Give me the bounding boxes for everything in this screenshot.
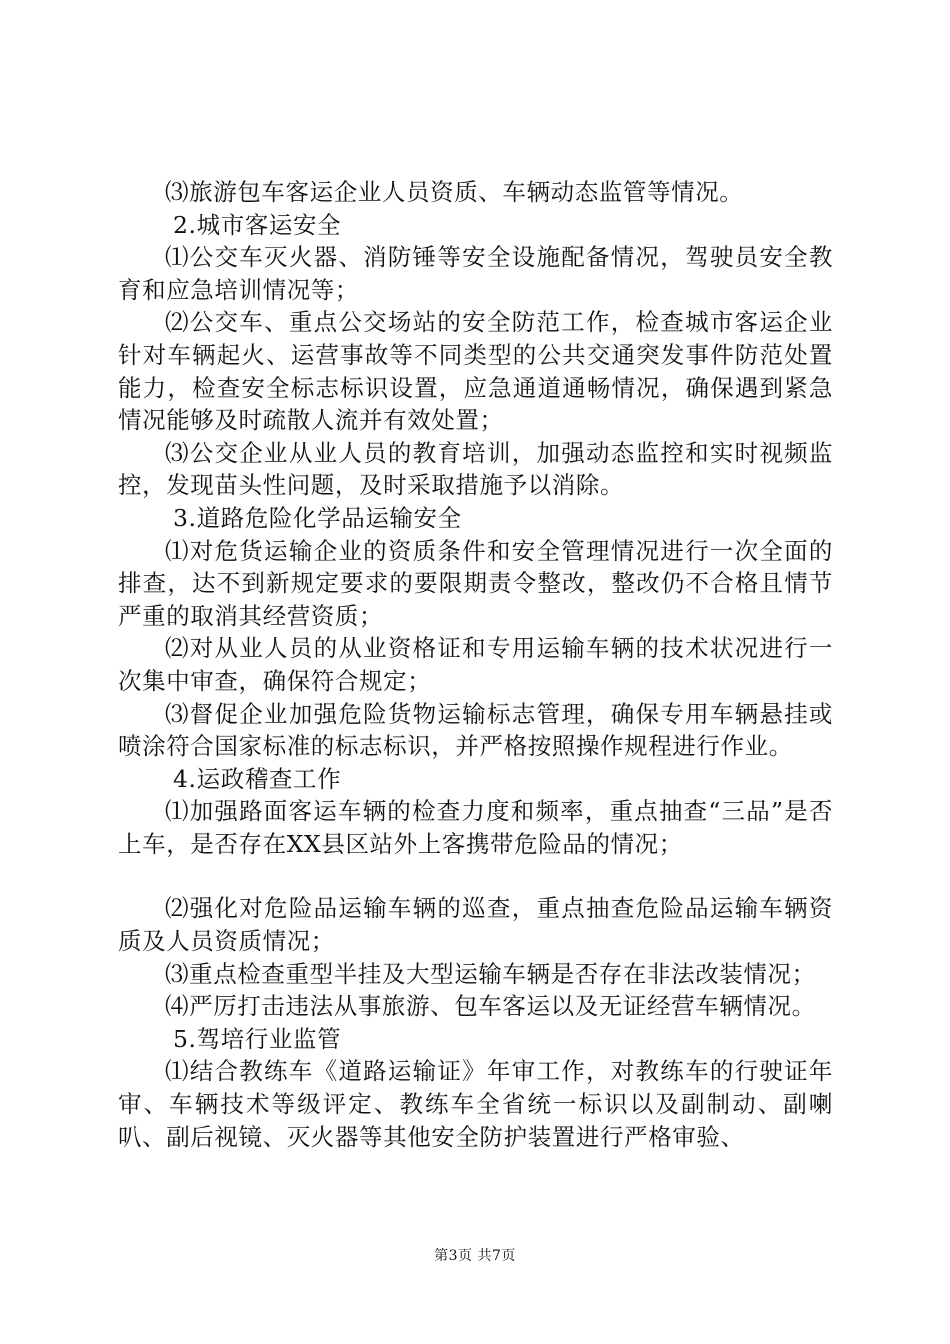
paragraph-hazmat-signage: ⑶督促企业加强危险货物运输标志管理，确保专用车辆悬挂或喷涂符合国家标准的标志标识，并严格按照操作规程进行作业。 [118,699,833,761]
paragraph-road-inspection: ⑴加强路面客运车辆的检查力度和频率，重点抽查“三品”是否上车，是否存在XX县区站外上客携带危险品的情况； [118,797,833,858]
paragraph-training-vehicle-review: ⑴结合教练车《道路运输证》年审工作，对教练车的行驶证年审、车辆技术等级评定、教练车全省统一标识以及副制动、副喇叭、副后视镜、灭火器等其他安全防护装置进行严格审验、 [118,1057,833,1151]
page-number-footer: 第3页 共7页 [434,1248,516,1264]
section-heading-hazmat: 3.道路危险化学品运输安全 [173,503,462,532]
paragraph-bus-staff-training: ⑶公交企业从业人员的教育培训，加强动态监控和实时视频监控，发现苗头性问题，及时采取措施予以消除。 [118,438,833,500]
section-heading-urban-transit: 2.城市客运安全 [173,210,342,239]
paragraph-unlicensed-operation: ⑷严厉打击违法从事旅游、包车客运以及无证经营车辆情况。 [165,992,816,1021]
paragraph-bus-equipment: ⑴公交车灭火器、消防锤等安全设施配备情况，驾驶员安全教育和应急培训情况等； [118,243,833,304]
document-body [118,176,833,1153]
paragraph-hazmat-enterprise-check: ⑴对危货运输企业的资质条件和安全管理情况进行一次全面的排查，达不到新规定要求的要限期责令整改，整改仍不合格且情节严重的取消其经营资质； [118,536,833,630]
section-heading-driver-training: 5.驾培行业监管 [173,1024,342,1053]
paragraph-illegal-modification: ⑶重点检查重型半挂及大型运输车辆是否存在非法改装情况； [165,959,816,988]
paragraph-hazmat-patrol: ⑵强化对危险品运输车辆的巡查，重点抽查危险品运输车辆资质及人员资质情况； [118,894,833,956]
paragraph-bus-station-security: ⑵公交车、重点公交场站的安全防范工作，检查城市客运企业针对车辆起火、运营事故等不同类型的公共交通突发事件防范处置能力，检查安全标志标识设置，应急通道通畅情况，确保遇到紧急情况能够及时疏散人流并有效处置； [118,308,833,435]
paragraph-hazmat-staff-review: ⑵对从业人员的从业资格证和专用运输车辆的技术状况进行一次集中审查，确保符合规定； [118,634,833,695]
section-heading-inspection: 4.运政稽查工作 [173,764,342,793]
paragraph-tourist-charter: ⑶旅游包车客运企业人员资质、车辆动态监管等情况。 [165,178,744,206]
